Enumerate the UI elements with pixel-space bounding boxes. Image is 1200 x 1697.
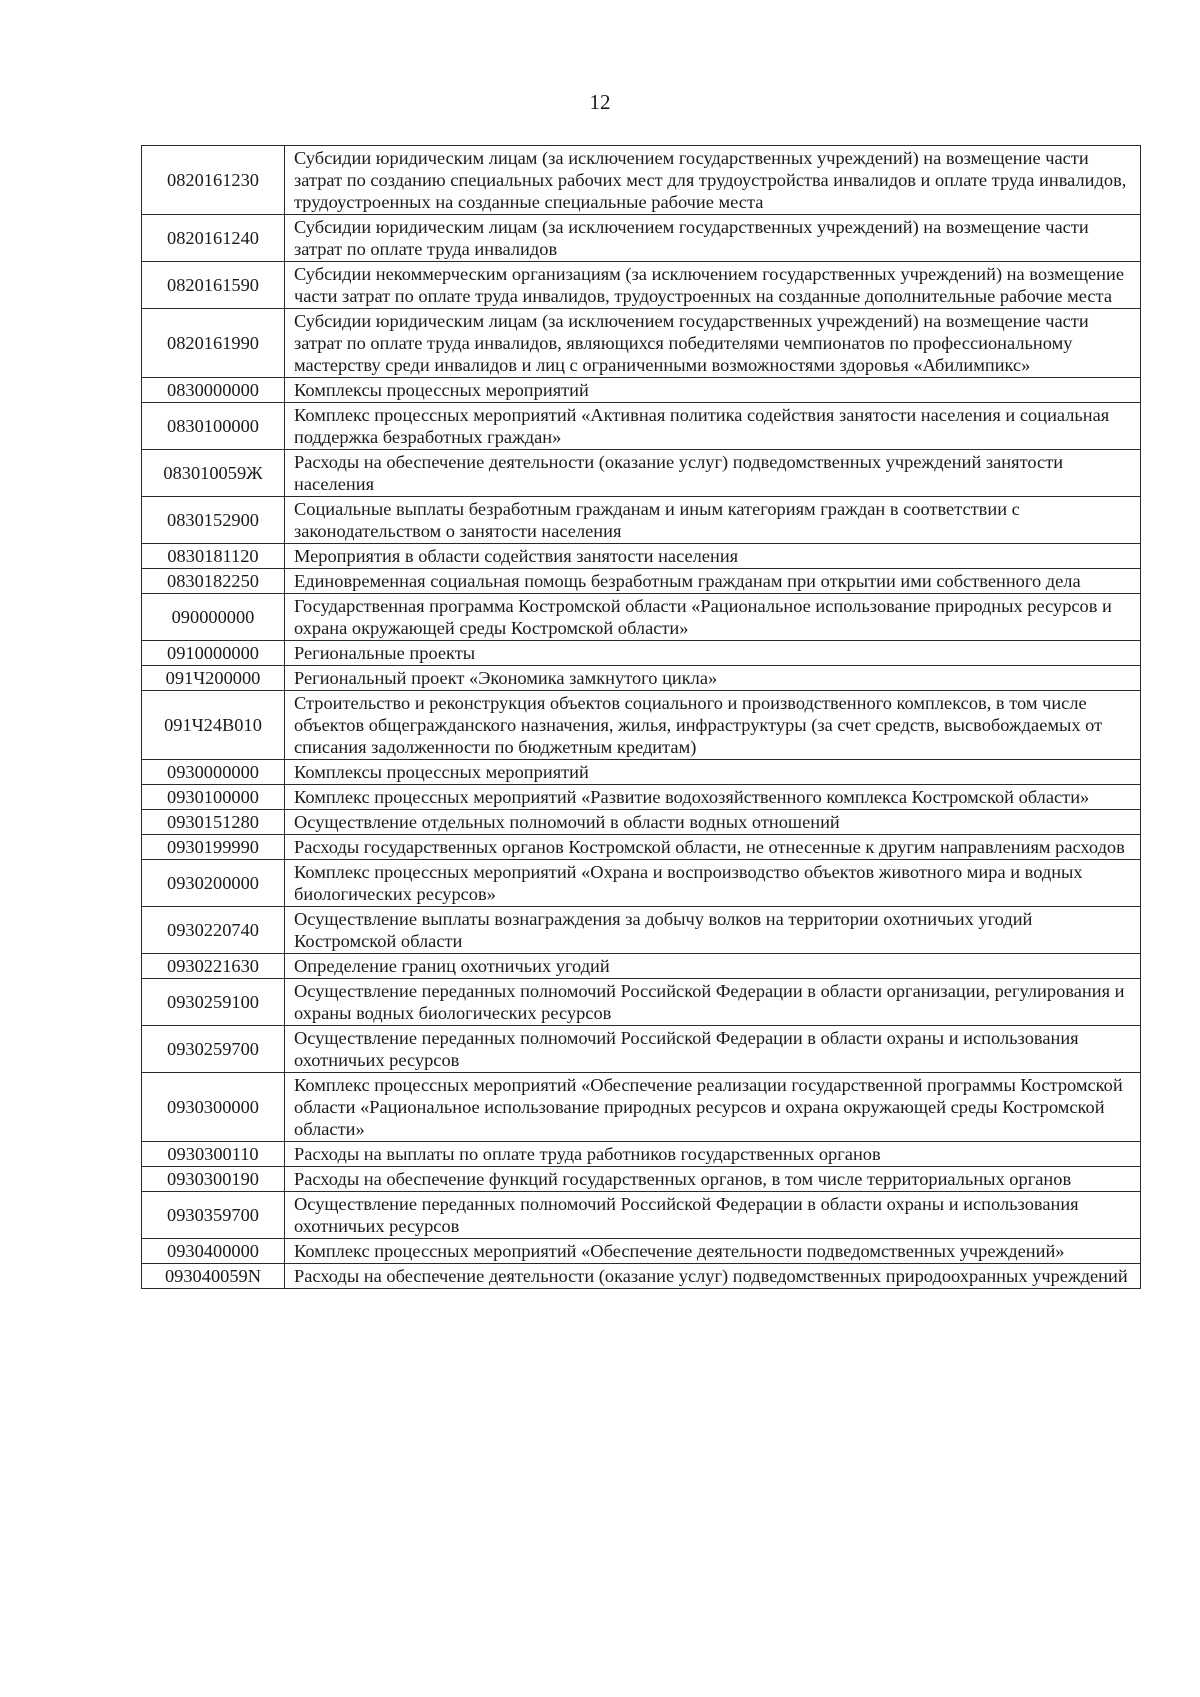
row-code: 0930259100: [142, 979, 285, 1026]
row-description: Определение границ охотничьих угодий: [285, 954, 1141, 979]
budget-codes-table: [141, 145, 1141, 1289]
row-code: 0930220740: [142, 907, 285, 954]
table-row: [142, 594, 1141, 641]
table-row: [142, 146, 1141, 215]
row-description: Государственная программа Костромской области «Рациональное использование природных ресурсов и охрана окружающей среды Костромской области»: [285, 594, 1141, 641]
row-code: 0930221630: [142, 954, 285, 979]
table-row: [142, 309, 1141, 378]
table-row: [142, 450, 1141, 497]
row-description: Мероприятия в области содействия занятости населения: [285, 544, 1141, 569]
row-description: Единовременная социальная помощь безработным гражданам при открытии ими собственного дела: [285, 569, 1141, 594]
row-description: Комплекс процессных мероприятий «Активная политика содействия занятости населения и социальная поддержка безработных граждан»: [285, 403, 1141, 450]
table-row: [142, 1167, 1141, 1192]
table-row: [142, 403, 1141, 450]
table-row: [142, 1073, 1141, 1142]
row-code: 0830181120: [142, 544, 285, 569]
row-description: Расходы государственных органов Костромской области, не отнесенные к другим направлениям расходов: [285, 835, 1141, 860]
table-row: [142, 666, 1141, 691]
row-code: 0820161240: [142, 215, 285, 262]
row-description: Социальные выплаты безработным гражданам и иным категориям граждан в соответствии с законодательством о занятости населения: [285, 497, 1141, 544]
row-description: Комплекс процессных мероприятий «Обеспечение реализации государственной программы Костромской области «Рациональное использование природных ресурсов и охрана окружающей среды Костромской области»: [285, 1073, 1141, 1142]
row-code: 0830000000: [142, 378, 285, 403]
row-code: 0820161590: [142, 262, 285, 309]
table-row: [142, 860, 1141, 907]
row-code: 091Ч200000: [142, 666, 285, 691]
row-description: Комплексы процессных мероприятий: [285, 760, 1141, 785]
table-row: [142, 907, 1141, 954]
row-code: 0830100000: [142, 403, 285, 450]
row-description: Строительство и реконструкция объектов социального и производственного комплексов, в том числе объектов общегражданского назначения, жилья, инфраструктуры (за счет средств, высвобождаемых от списания задолженности по бюджетным кредитам): [285, 691, 1141, 760]
table-row: [142, 1026, 1141, 1073]
row-description: Комплекс процессных мероприятий «Развитие водохозяйственного комплекса Костромской области»: [285, 785, 1141, 810]
table-row: [142, 544, 1141, 569]
table-row: [142, 215, 1141, 262]
table-row: [142, 835, 1141, 860]
table-row: [142, 1192, 1141, 1239]
row-code: 0830182250: [142, 569, 285, 594]
table-row: [142, 1264, 1141, 1289]
table-row: [142, 785, 1141, 810]
row-code: 0930359700: [142, 1192, 285, 1239]
row-code: 0930000000: [142, 760, 285, 785]
table-row: [142, 1239, 1141, 1264]
table-row: [142, 1142, 1141, 1167]
row-code: 083010059Ж: [142, 450, 285, 497]
table-row: [142, 497, 1141, 544]
row-description: Субсидии некоммерческим организациям (за исключением государственных учреждений) на возмещение части затрат по оплате труда инвалидов, трудоустроенных на созданные дополнительные рабочие места: [285, 262, 1141, 309]
row-code: 093040059N: [142, 1264, 285, 1289]
table-row: [142, 691, 1141, 760]
row-code: 0930199990: [142, 835, 285, 860]
table-row: [142, 954, 1141, 979]
table-body: [142, 146, 1141, 1289]
table-row: [142, 641, 1141, 666]
table-row: [142, 262, 1141, 309]
row-code: 090000000: [142, 594, 285, 641]
row-description: Осуществление переданных полномочий Российской Федерации в области охраны и использования охотничьих ресурсов: [285, 1026, 1141, 1073]
row-code: 0930200000: [142, 860, 285, 907]
row-description: Расходы на выплаты по оплате труда работников государственных органов: [285, 1142, 1141, 1167]
table-row: [142, 810, 1141, 835]
table-row: [142, 378, 1141, 403]
row-code: 0930400000: [142, 1239, 285, 1264]
row-code: 0830152900: [142, 497, 285, 544]
row-description: Осуществление выплаты вознаграждения за добычу волков на территории охотничьих угодий Костромской области: [285, 907, 1141, 954]
page-number: 12: [589, 90, 611, 114]
row-description: Региональные проекты: [285, 641, 1141, 666]
row-description: Осуществление переданных полномочий Российской Федерации в области организации, регулирования и охраны водных биологических ресурсов: [285, 979, 1141, 1026]
row-description: Комплекс процессных мероприятий «Охрана и воспроизводство объектов животного мира и водных биологических ресурсов»: [285, 860, 1141, 907]
row-code: 0930300110: [142, 1142, 285, 1167]
row-code: 091Ч24В010: [142, 691, 285, 760]
row-description: Расходы на обеспечение деятельности (оказание услуг) подведомственных природоохранных учреждений: [285, 1264, 1141, 1289]
row-description: Комплекс процессных мероприятий «Обеспечение деятельности подведомственных учреждений»: [285, 1239, 1141, 1264]
row-code: 0820161990: [142, 309, 285, 378]
row-description: Субсидии юридическим лицам (за исключением государственных учреждений) на возмещение части затрат по оплате труда инвалидов, являющихся победителями чемпионатов по профессиональному мастерству среди инвалидов и лиц с ограниченными возможностями здоровья «Абилимпикс»: [285, 309, 1141, 378]
row-description: Осуществление отдельных полномочий в области водных отношений: [285, 810, 1141, 835]
row-code: 0930151280: [142, 810, 285, 835]
row-description: Расходы на обеспечение деятельности (оказание услуг) подведомственных учреждений занятости населения: [285, 450, 1141, 497]
row-code: 0930259700: [142, 1026, 285, 1073]
row-description: Осуществление переданных полномочий Российской Федерации в области охраны и использования охотничьих ресурсов: [285, 1192, 1141, 1239]
row-code: 0930100000: [142, 785, 285, 810]
row-code: 0930300190: [142, 1167, 285, 1192]
table-row: [142, 569, 1141, 594]
row-description: Комплексы процессных мероприятий: [285, 378, 1141, 403]
row-description: Региональный проект «Экономика замкнутого цикла»: [285, 666, 1141, 691]
row-description: Субсидии юридическим лицам (за исключением государственных учреждений) на возмещение части затрат по созданию специальных рабочих мест для трудоустройства инвалидов и оплате труда инвалидов, трудоустроенных на созданные специальные рабочие места: [285, 146, 1141, 215]
row-code: 0820161230: [142, 146, 285, 215]
row-code: 0930300000: [142, 1073, 285, 1142]
row-description: Расходы на обеспечение функций государственных органов, в том числе территориальных органов: [285, 1167, 1141, 1192]
table-row: [142, 760, 1141, 785]
row-description: Субсидии юридическим лицам (за исключением государственных учреждений) на возмещение части затрат по оплате труда инвалидов: [285, 215, 1141, 262]
row-code: 0910000000: [142, 641, 285, 666]
table-row: [142, 979, 1141, 1026]
